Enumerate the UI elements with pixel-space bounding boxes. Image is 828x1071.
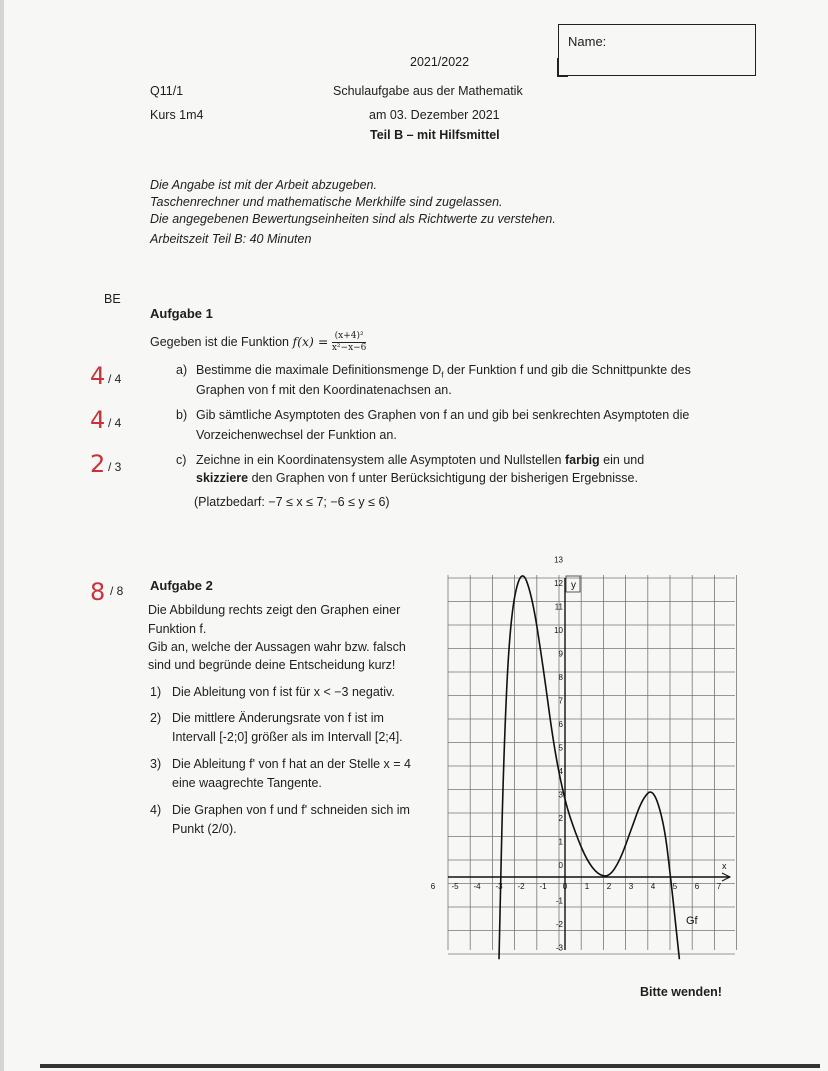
y-tick-label: 5	[558, 743, 563, 753]
y-tick-label: 1	[558, 837, 563, 847]
name-box	[558, 24, 756, 76]
y-tick-label: 8	[558, 673, 563, 682]
task2-title: Aufgabe 2	[150, 578, 213, 593]
score-max-a: / 4	[108, 372, 122, 386]
task2-intro-1: Die Abbildung rechts zeigt den Graphen einer	[148, 603, 401, 617]
instruction-1: Die Angabe ist mit der Arbeit abzugeben.	[150, 178, 377, 192]
task2-intro-2: Funktion f.	[148, 622, 207, 636]
score-max-task2: / 8	[110, 584, 124, 598]
part-c-bold1: farbig	[564, 453, 600, 467]
score-max-c: / 3	[108, 460, 122, 474]
task1-function	[150, 331, 366, 354]
y-tick-label: 0	[558, 861, 563, 870]
scan-edge	[0, 0, 4, 1071]
statement-1-num: 1)	[150, 685, 162, 699]
part-c-line2	[196, 471, 638, 485]
part-a-text1: Bestimme die maximale Definitionsmenge D	[196, 363, 442, 377]
y-tick-label: -2	[555, 920, 563, 929]
part-c-text1c: ein und	[599, 453, 645, 467]
y-tick-label: 4	[558, 767, 563, 776]
x-tick-label: 1	[584, 882, 590, 891]
statement-3-num: 3)	[150, 757, 162, 771]
task1-title: Aufgabe 1	[150, 306, 213, 321]
function-denominator: x²−x−6	[331, 343, 367, 353]
part-a-text1b: der Funktion f und gib die Schnittpunkte des	[443, 363, 691, 377]
y-axis-label: y	[571, 580, 576, 591]
function-lhs: f(x) =	[292, 333, 329, 349]
scan-bottom-edge	[40, 1064, 820, 1068]
y-tick-label: 9	[558, 649, 563, 659]
score-hand-c: 2	[90, 450, 106, 478]
part-b-label: b)	[176, 408, 188, 422]
footer-turn-page: Bitte wenden!	[640, 985, 722, 999]
statement-2-line1: Die mittlere Änderungsrate von f ist im	[172, 711, 384, 725]
exam-title: Schulaufgabe aus der Mathematik	[333, 84, 523, 98]
exam-part: Teil B – mit Hilfsmittel	[370, 128, 500, 142]
name-bracket	[557, 58, 568, 77]
y-tick-label: 6	[558, 720, 563, 729]
part-b-line2: Vorzeichenwechsel der Funktion an.	[196, 428, 397, 442]
statement-3-line2: eine waagrechte Tangente.	[172, 776, 322, 790]
score-hand-b: 4	[90, 406, 106, 434]
statement-2-num: 2)	[150, 711, 162, 725]
y-tick-label: 3	[558, 790, 563, 800]
exam-date: am 03. Dezember 2021	[369, 108, 500, 122]
x-tick-label: -3	[495, 882, 503, 891]
x-tick-label: 6	[694, 882, 700, 891]
course-label: Kurs 1m4	[150, 108, 204, 122]
part-a-label: a)	[176, 363, 188, 377]
part-b-line1: Gib sämtliche Asymptoten des Graphen von f an und gib bei senkrechten Asymptoten die	[196, 408, 690, 422]
score-max-b: / 4	[108, 416, 122, 430]
task2-intro-4: sind und begründe deine Entscheidung kurz!	[148, 658, 396, 672]
y-tick-label: 13	[554, 555, 563, 565]
statement-2-line2: Intervall [-2;0] größer als im Intervall [2;4].	[172, 730, 403, 744]
statement-4-line1: Die Graphen von f und f' schneiden sich im	[172, 803, 410, 817]
x-tick-label: 2	[606, 882, 612, 891]
score-hand-task2: 8	[90, 578, 106, 606]
instruction-4: Arbeitszeit Teil B: 40 Minuten	[150, 232, 312, 246]
x-tick-label: 5	[672, 882, 678, 891]
x-tick-label: -1	[539, 882, 547, 891]
x-axis-label: x	[722, 861, 727, 871]
part-a-line2: Graphen von f mit den Koordinatenachsen an.	[196, 383, 452, 397]
function-graph	[430, 555, 740, 955]
part-c-text2b: den Graphen von f unter Berücksichtigung der bisherigen Ergebnisse.	[248, 471, 638, 485]
y-tick-label: 12	[554, 579, 563, 588]
school-year: 2021/2022	[410, 55, 470, 69]
be-label: BE	[104, 292, 121, 306]
task1-intro: Gegeben ist die Funktion	[150, 334, 289, 349]
y-tick-label: 10	[554, 626, 563, 635]
y-tick-label: 7	[558, 696, 563, 706]
statement-4-num: 4)	[150, 803, 162, 817]
statement-3-line1: Die Ableitung f' von f hat an der Stelle x = 4	[172, 757, 411, 771]
class-label: Q11/1	[150, 84, 184, 98]
part-c-bold2: skizziere	[196, 471, 249, 485]
y-tick-label: 11	[554, 602, 563, 612]
y-tick-label: -1	[555, 896, 563, 906]
graph-label: Gf	[686, 915, 698, 927]
score-hand-a: 4	[90, 362, 106, 390]
function-numerator: (x+4)²	[332, 331, 367, 343]
task2-intro-3: Gib an, welche der Aussagen wahr bzw. falsch	[148, 640, 406, 654]
y-tick-label: -3	[555, 943, 563, 953]
x-tick-label: -4	[473, 882, 481, 891]
function-fraction	[332, 331, 367, 354]
part-a-sub: f	[441, 370, 444, 380]
name-label: Name:	[568, 34, 607, 49]
part-c-line1	[196, 453, 644, 467]
part-a-line1	[196, 363, 691, 380]
instruction-3: Die angegebenen Bewertungseinheiten sind als Richtwerte zu verstehen.	[150, 212, 556, 226]
statement-1-line1: Die Ableitung von f ist für x < −3 negativ.	[172, 685, 395, 699]
x-tick-label: 7	[716, 882, 722, 891]
y-tick-label: 2	[558, 814, 563, 823]
part-c-line3: (Platzbedarf: −7 ≤ x ≤ 7; −6 ≤ y ≤ 6)	[194, 495, 390, 509]
part-c-label: c)	[176, 453, 187, 467]
part-c-text1a: Zeichne in ein Koordinatensystem alle Asymptoten und Nullstellen	[196, 453, 565, 467]
statement-4-line2: Punkt (2/0).	[172, 822, 237, 836]
instruction-2: Taschenrechner und mathematische Merkhilfe sind zugelassen.	[150, 195, 503, 209]
x-tick-label: 6	[430, 882, 436, 891]
function-curve	[499, 576, 679, 959]
x-tick-label: 0	[562, 882, 568, 891]
x-tick-label: -2	[517, 882, 525, 891]
x-tick-label: -5	[451, 882, 459, 891]
x-tick-label: 3	[628, 882, 634, 891]
x-tick-label: 4	[650, 882, 656, 891]
